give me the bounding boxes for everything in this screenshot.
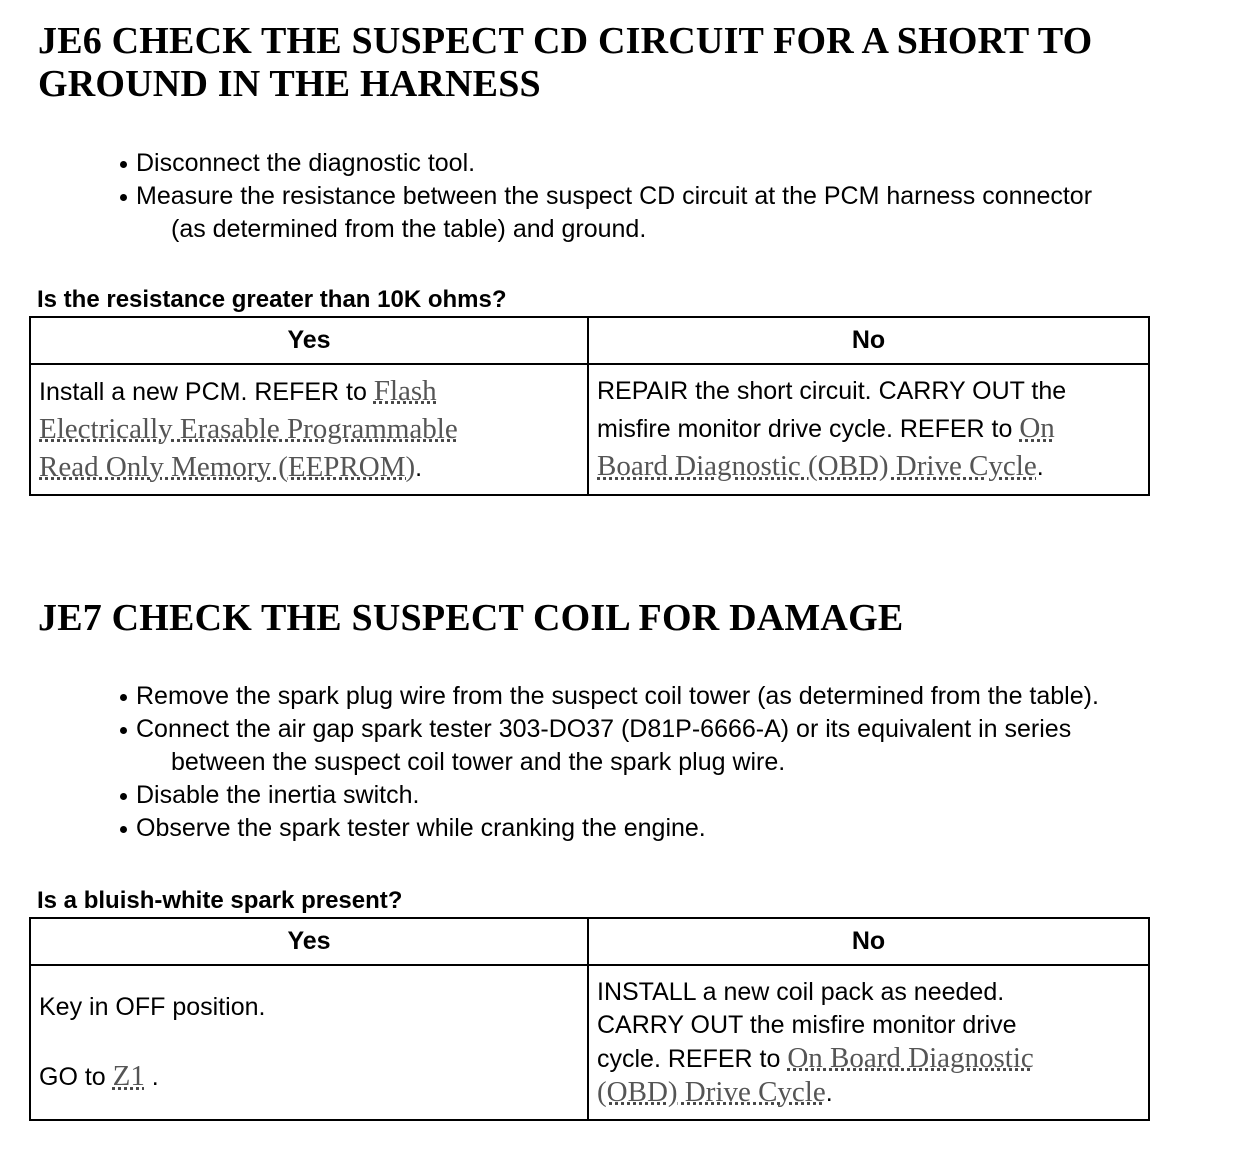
je7-answer-table [29, 917, 1150, 1121]
je6-heading [38, 20, 1092, 106]
list-item: Disable the inertia switch. [118, 779, 1099, 812]
list-item: Connect the air gap spark tester 303-DO37 (D81P-6666-A) or its equivalent in series between the suspect coil tower and the spark plug wire. [118, 713, 1099, 779]
list-item: Observe the spark tester while cranking the engine. [118, 812, 1099, 845]
je6-no-cell: REPAIR the short circuit. CARRY OUT the misfire monitor drive cycle. REFER to On Board Diagnostic (OBD) Drive Cycle. [588, 364, 1149, 495]
obd-drive-cycle-link[interactable]: On [1019, 412, 1055, 444]
bullet-icon [120, 694, 127, 701]
je7-steps [118, 680, 1099, 845]
column-header-yes: Yes [30, 317, 588, 364]
je7-question: Is a bluish-white spark present? [37, 887, 403, 914]
z1-link[interactable]: Z1 [112, 1060, 145, 1092]
je7-no-cell: INSTALL a new coil pack as needed. CARRY OUT the misfire monitor drive cycle. REFER to On Board Diagnostic (OBD) Drive Cycle. [588, 965, 1149, 1120]
column-header-yes: Yes [30, 918, 588, 965]
obd-drive-cycle-link[interactable]: On Board Diagnostic [787, 1041, 1034, 1074]
je6-yes-cell: Install a new PCM. REFER to Flash Electrically Erasable Programmable Read Only Memory (EEPROM). [30, 364, 588, 495]
je7-heading: JE7 CHECK THE SUSPECT COIL FOR DAMAGE [38, 597, 904, 639]
je6-question: Is the resistance greater than 10K ohms? [37, 286, 507, 313]
list-item: Measure the resistance between the suspect CD circuit at the PCM harness connector (as determined from the table) and ground. [118, 180, 1092, 246]
bullet-icon [120, 194, 127, 201]
bullet-icon [120, 793, 127, 800]
je6-heading-line2: GROUND IN THE HARNESS [38, 63, 541, 105]
table-row [30, 965, 1149, 1120]
obd-drive-cycle-link-line2[interactable]: (OBD) Drive Cycle [597, 1075, 826, 1108]
eeprom-link-line2[interactable]: Electrically Erasable Programmable [39, 412, 458, 445]
obd-drive-cycle-link-line2[interactable]: Board Diagnostic (OBD) Drive Cycle [597, 450, 1037, 482]
bullet-icon [120, 727, 127, 734]
je6-steps [118, 147, 1092, 246]
je6-answer-table [29, 316, 1150, 496]
eeprom-link-line3[interactable]: Read Only Memory (EEPROM) [39, 450, 416, 483]
column-header-no: No [588, 918, 1149, 965]
column-header-no: No [588, 317, 1149, 364]
bullet-icon [120, 826, 127, 833]
je6-heading-line1: JE6 CHECK THE SUSPECT CD CIRCUIT FOR A SHORT TO [38, 20, 1093, 62]
je7-yes-cell: Key in OFF position. GO to Z1 . [30, 965, 588, 1120]
eeprom-link[interactable]: Flash [373, 374, 437, 407]
list-item: Remove the spark plug wire from the suspect coil tower (as determined from the table). [118, 680, 1099, 713]
table-header-row [30, 317, 1149, 364]
table-row [30, 364, 1149, 495]
list-item: Disconnect the diagnostic tool. [118, 147, 1092, 180]
bullet-icon [120, 161, 127, 168]
table-header-row [30, 918, 1149, 965]
